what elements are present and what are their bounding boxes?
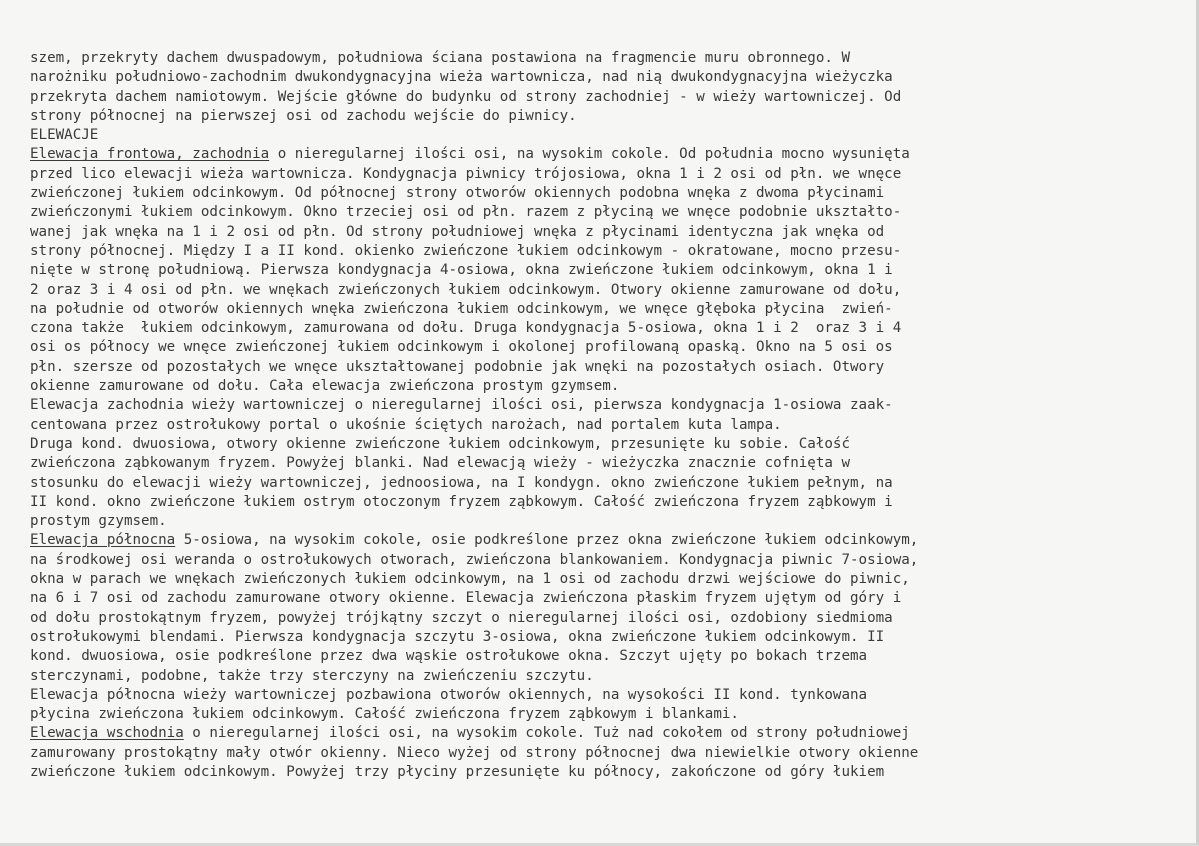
- line-text: szem, przekryty dachem dwuspadowym, południowa ściana postawiona na fragmencie muru obronnego. W: [30, 50, 850, 66]
- line-text: Elewacja północna wieży wartowniczej pozbawiona otworów okiennych, na wysokości II kond. tynkowana: [30, 686, 868, 703]
- text-line: [30, 589, 1170, 608]
- line-text: okna w parach we wnękach zwieńczonych łukiem odcinkowym, na 1 osi od zachodu drzwi wejściowe do piwnic,: [30, 571, 910, 588]
- text-line: [30, 165, 1170, 184]
- line-text: prostym gzymsem.: [30, 513, 167, 530]
- line-text: ELEWACJE: [30, 127, 99, 144]
- text-line: [30, 474, 1170, 493]
- text-line: [30, 242, 1170, 261]
- line-text: 2 oraz 3 i 4 osi od płn. we wnękach zwieńczonych łukiem odcinkowym. Otwory okienne zamurowane od dołu,: [30, 281, 902, 298]
- text-line: [30, 358, 1170, 377]
- line-text: kond. dwuosiowa, osie podkreślone przez dwa wąskie ostrołukowe okna. Szczyt ujęty po bokach trzema: [30, 648, 868, 665]
- text-line: [30, 261, 1170, 280]
- line-text: czona także łukiem odcinkowym, zamurowana od dołu. Druga kondygnacja 5-osiowa, okna 1 i 2 oraz 3 i 4: [30, 320, 902, 337]
- line-text: od dołu prostokątnym fryzem, powyżej trójkątny szczyt o nieregularnej ilości osi, ozdobiony siedmioma: [30, 609, 893, 626]
- text-line: [30, 184, 1170, 203]
- text-line: [30, 396, 1170, 415]
- text-line: [30, 68, 1170, 87]
- text-line: [30, 49, 1170, 68]
- text-line: [30, 281, 1170, 300]
- line-text: o nieregularnej ilości osi, na wysokim cokole. Tuż nad cokołem od strony południowej: [183, 725, 910, 742]
- text-line: [30, 88, 1170, 107]
- text-line: [30, 628, 1170, 647]
- line-text: okienne zamurowane od dołu. Cała elewacja zwieńczona prostym gzymsem.: [30, 378, 620, 395]
- line-text: II kond. okno zwieńczone łukiem ostrym otoczonym fryzem ząbkowym. Całość zwieńczona fryzem ząbkowym i: [30, 493, 893, 510]
- text-line: [30, 531, 1170, 550]
- text-line: [30, 126, 1170, 145]
- text-line: [30, 763, 1170, 782]
- line-text: osi os północy we wnęce zwieńczonej łukiem odcinkowym i okolonej profilowaną opaską. Okno na 5 osi os: [30, 339, 893, 356]
- line-text: 5-osiowa, na wysokim cokole, osie podkreślone przez okna zwieńczone łukiem odcinkowym,: [175, 532, 919, 549]
- text-line: [30, 107, 1170, 126]
- line-text: ostrołukowymi blendami. Pierwsza kondygnacja szczytu 3-osiowa, okna zwieńczone łukiem odcinkowym. II: [30, 628, 885, 645]
- line-text: strony północnej na pierwszej osi od zachodu wejście do piwnicy.: [30, 107, 577, 124]
- text-line: [30, 416, 1170, 435]
- line-text: centowana przez ostrołukowy portal o ukośnie ściętych narożach, nad portalem kuta lampa.: [30, 416, 782, 433]
- line-text: zamurowany prostokątny mały otwór okienny. Nieco wyżej od strony północnej dwa niewielkie otwory okienne: [30, 744, 919, 761]
- line-text: zwieńczona ząbkowanym fryzem. Powyżej blanki. Nad elewacją wieży - wieżyczka znacznie cofnięta w: [30, 455, 850, 472]
- line-text: Elewacja zachodnia wieży wartowniczej o nieregularnej ilości osi, pierwsza kondygnacja 1-osiowa zaak-: [30, 397, 893, 414]
- section-heading: Elewacja wschodnia: [30, 725, 184, 742]
- line-text: zwieńczonej łukiem odcinkowym. Od północnej strony otworów okiennych podobna wnęka z dwoma płycinami: [30, 185, 885, 202]
- text-line: [30, 705, 1170, 724]
- line-text: strony północnej. Między I a II kond. okienko zwieńczone łukiem odcinkowym - okratowane, mocno przesu-: [30, 242, 902, 259]
- document-text: [30, 49, 1170, 782]
- line-text: płycina zwieńczona łukiem odcinkowym. Całość zwieńczona fryzem ząbkowym i blankami.: [30, 706, 739, 723]
- text-line: [30, 724, 1170, 743]
- line-text: sterczynami, podobne, także trzy sterczyny na zwieńczeniu szczytu.: [30, 667, 594, 684]
- line-text: zwieńczonymi łukiem odcinkowym. Okno trzeciej osi od płn. razem z płyciną we wnęce podobnie ukształto-: [30, 204, 902, 221]
- section-heading: Elewacja północna: [30, 532, 176, 549]
- text-line: [30, 744, 1170, 763]
- line-text: nięte w stronę południową. Pierwsza kondygnacja 4-osiowa, okna zwieńczone łukiem odcinkowym, okna 1 i: [30, 262, 893, 279]
- text-line: [30, 319, 1170, 338]
- text-line: [30, 377, 1170, 396]
- line-text: płn. szersze od pozostałych we wnęce ukształtowanej podobnie jak wnęki na pozostałych osiach. Otwory: [30, 358, 885, 375]
- line-text: stosunku do elewacji wieży wartowniczej, jednoosiowa, na I kondygn. okno zwieńczone łukiem pełnym, na: [30, 474, 893, 491]
- section-heading: Elewacja frontowa, zachodnia: [30, 146, 270, 163]
- text-line: [30, 667, 1170, 686]
- line-text: przekryta dachem namiotowym. Wejście główne do budynku od strony zachodniej - w wieży wartowniczej. Od: [30, 88, 902, 105]
- text-line: [30, 647, 1170, 666]
- line-text: na południe od otworów okiennych wnęka zwieńczona łukiem odcinkowym, we wnęce głęboka płycina zwień-: [30, 300, 893, 317]
- text-line: [30, 454, 1170, 473]
- text-line: [30, 435, 1170, 454]
- text-line: [30, 512, 1170, 531]
- text-line: [30, 686, 1170, 705]
- text-line: [30, 609, 1170, 628]
- text-line: [30, 223, 1170, 242]
- line-text: na środkowej osi weranda o ostrołukowych otworach, zwieńczona blankowaniem. Kondygnacja piwnic 7-osiowa,: [30, 551, 919, 568]
- text-line: [30, 570, 1170, 589]
- text-line: [30, 300, 1170, 319]
- line-text: narożniku południowo-zachodnim dwukondygnacyjna wieża wartownicza, nad nią dwukondygnacyjna wieżyczka: [30, 69, 893, 86]
- text-line: [30, 493, 1170, 512]
- line-text: o nieregularnej ilości osi, na wysokim cokole. Od południa mocno wysunięta: [269, 146, 910, 163]
- line-text: na 6 i 7 osi od zachodu zamurowane otwory okienne. Elewacja zwieńczona płaskim fryzem ujętym od góry i: [30, 590, 902, 607]
- text-line: [30, 203, 1170, 222]
- text-line: [30, 551, 1170, 570]
- text-line: [30, 338, 1170, 357]
- text-line: [30, 145, 1170, 164]
- line-text: wanej jak wnęka na 1 i 2 osi od płn. Od strony południowej wnęka z płycinami identyczna jak wnęka od: [30, 223, 885, 240]
- line-text: przed lico elewacji wieża wartownicza. Kondygnacja piwnicy trójosiowa, okna 1 i 2 osi od płn. we wnęce: [30, 165, 902, 182]
- line-text: Druga kond. dwuosiowa, otwory okienne zwieńczone łukiem odcinkowym, przesunięte ku sobie. Całość: [30, 435, 850, 452]
- line-text: zwieńczone łukiem odcinkowym. Powyżej trzy płyciny przesunięte ku północy, zakończone od góry łukiem: [30, 763, 885, 780]
